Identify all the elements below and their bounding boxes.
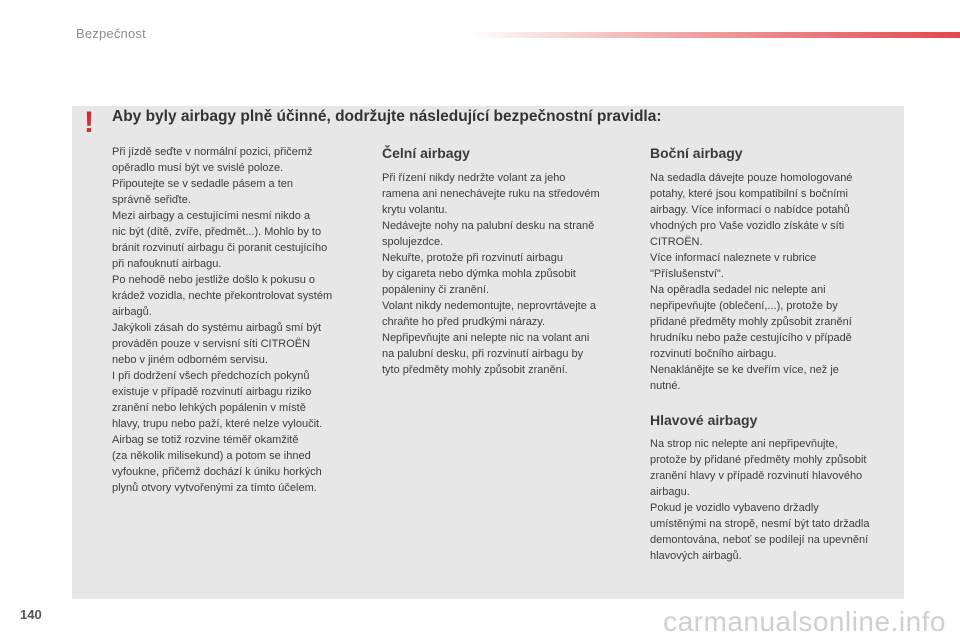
exclamation-icon: !: [84, 106, 94, 139]
front-airbags-heading: Čelní airbagy: [382, 145, 470, 161]
text-line: vyfoukne, přičemž dochází k úniku horkých: [112, 466, 322, 478]
text-line: na palubní desku, při rozvinutí airbagu by: [382, 348, 584, 360]
text-line: Na strop nic nelepte ani nepřipevňujte,: [650, 438, 838, 450]
curtain-airbags-column: [650, 436, 902, 564]
text-line: I při dodržení všech předchozích pokynů: [112, 370, 310, 382]
text-line: chraňte ho před prudkými nárazy.: [382, 316, 546, 328]
text-line: krytu volantu.: [382, 204, 448, 216]
text-line: plynů otvory vytvořenými za tímto účelem.: [112, 482, 317, 494]
text-line: umístěnými na stropě, nesmí být tato držadla: [650, 518, 870, 530]
curtain-airbags-text: [650, 436, 902, 564]
text-line: (za několik milisekund) a potom se ihned: [112, 450, 311, 462]
text-line: demontována, neboť se podílejí na upevnění: [650, 534, 869, 546]
text-line: zranění nebo lehkých popálenin v místě: [112, 402, 306, 414]
side-airbags-column: [650, 144, 902, 394]
text-line: Při řízení nikdy nedržte volant za jeho: [382, 172, 566, 184]
text-line: airbagy. Více informací o nabídce potahů: [650, 204, 850, 216]
watermark: carmanualsonline.info: [663, 606, 946, 637]
text-line: Po nehodě nebo jestliže došlo k pokusu o: [112, 274, 316, 286]
text-line: Připoutejte se v sedadle pásem a ten: [112, 178, 294, 190]
general-rules-text: [112, 144, 362, 496]
text-line: popáleniny či zranění.: [382, 284, 490, 296]
text-line: airbagu.: [650, 486, 690, 498]
header-accent-line: [470, 32, 960, 38]
text-line: Na opěradla sedadel nic nelepte ani: [650, 284, 826, 296]
panel-heading: Aby byly airbagy plně účinné, dodržujte následující bezpečnostní pravidla:: [112, 108, 662, 125]
text-line: tyto předměty mohly způsobit zranění.: [382, 364, 568, 376]
text-line: existuje v případě rozvinutí airbagu riziko: [112, 386, 312, 398]
section-title: Bezpečnost: [76, 26, 146, 41]
text-line: Volant nikdy nedemontujte, neprovrtávejte a: [382, 300, 597, 312]
text-line: přidané předměty mohly způsobit zranění: [650, 316, 852, 328]
text-line: při nafouknutí airbagu.: [112, 258, 222, 270]
text-line: protože by přidané předměty mohly způsobit: [650, 454, 867, 466]
text-line: nebo v jiném odborném servisu.: [112, 354, 268, 366]
text-line: by cigareta nebo dýmka mohla způsobit: [382, 268, 576, 280]
text-line: "Příslušenství".: [650, 268, 724, 280]
general-rules-column: [112, 144, 362, 496]
front-airbags-text: [382, 170, 632, 378]
text-line: nepřipevňujte (oblečení,...), protože by: [650, 300, 838, 312]
text-line: Nepřipevňujte ani nelepte nic na volant ani: [382, 332, 590, 344]
text-line: bránit rozvinutí airbagu či poranit cestujícího: [112, 242, 328, 254]
text-line: Nedávejte nohy na palubní desku na straně: [382, 220, 595, 232]
front-airbags-column: [382, 144, 632, 378]
text-line: Nekuřte, protože při rozvinutí airbagu: [382, 252, 563, 264]
text-line: nutné.: [650, 380, 681, 392]
text-line: hlavových airbagů.: [650, 550, 742, 562]
text-line: Při jízdě seďte v normální pozici, přičemž: [112, 146, 313, 158]
text-line: CITROËN.: [650, 236, 703, 248]
text-line: správně seřiďte.: [112, 194, 191, 206]
text-line: ramena ani nenechávejte ruku na středovém: [382, 188, 600, 200]
text-line: hrudníku nebo paže cestujícího v případě: [650, 332, 852, 344]
text-line: vhodných pro Vaše vozidlo získáte v síti: [650, 220, 845, 232]
side-airbags-heading: Boční airbagy: [650, 145, 743, 161]
text-line: Více informací naleznete v rubrice: [650, 252, 817, 264]
text-line: spolujezdce.: [382, 236, 444, 248]
text-line: Jakýkoli zásah do systému airbagů smí být: [112, 322, 322, 334]
text-line: prováděn pouze v servisní síti CITROËN: [112, 338, 311, 350]
text-line: hlavy, trupu nebo paží, které nelze vyloučit.: [112, 418, 323, 430]
text-line: Airbag se totiž rozvine téměř okamžitě: [112, 434, 299, 446]
side-airbags-text: [650, 170, 902, 394]
text-line: zranění hlavy v případě rozvinutí hlavového: [650, 470, 863, 482]
text-line: Mezi airbagy a cestujícími nesmí nikdo a: [112, 210, 311, 222]
text-line: rozvinutí bočního airbagu.: [650, 348, 777, 360]
text-line: potahy, které jsou kompatibilní s bočními: [650, 188, 848, 200]
text-line: Pokud je vozidlo vybaveno držadly: [650, 502, 819, 514]
text-line: airbagů.: [112, 306, 152, 318]
page-number: 140: [20, 607, 42, 622]
text-line: Nenaklánějte se ke dveřím více, než je: [650, 364, 839, 376]
curtain-airbags-heading: Hlavové airbagy: [650, 412, 758, 428]
text-line: krádež vozidla, nechte překontrolovat systém: [112, 290, 333, 302]
text-line: opěradlo musí být ve svislé poloze.: [112, 162, 284, 174]
text-line: Na sedadla dávejte pouze homologované: [650, 172, 853, 184]
text-line: nic být (dítě, zvíře, předmět...). Mohlo by to: [112, 226, 322, 238]
